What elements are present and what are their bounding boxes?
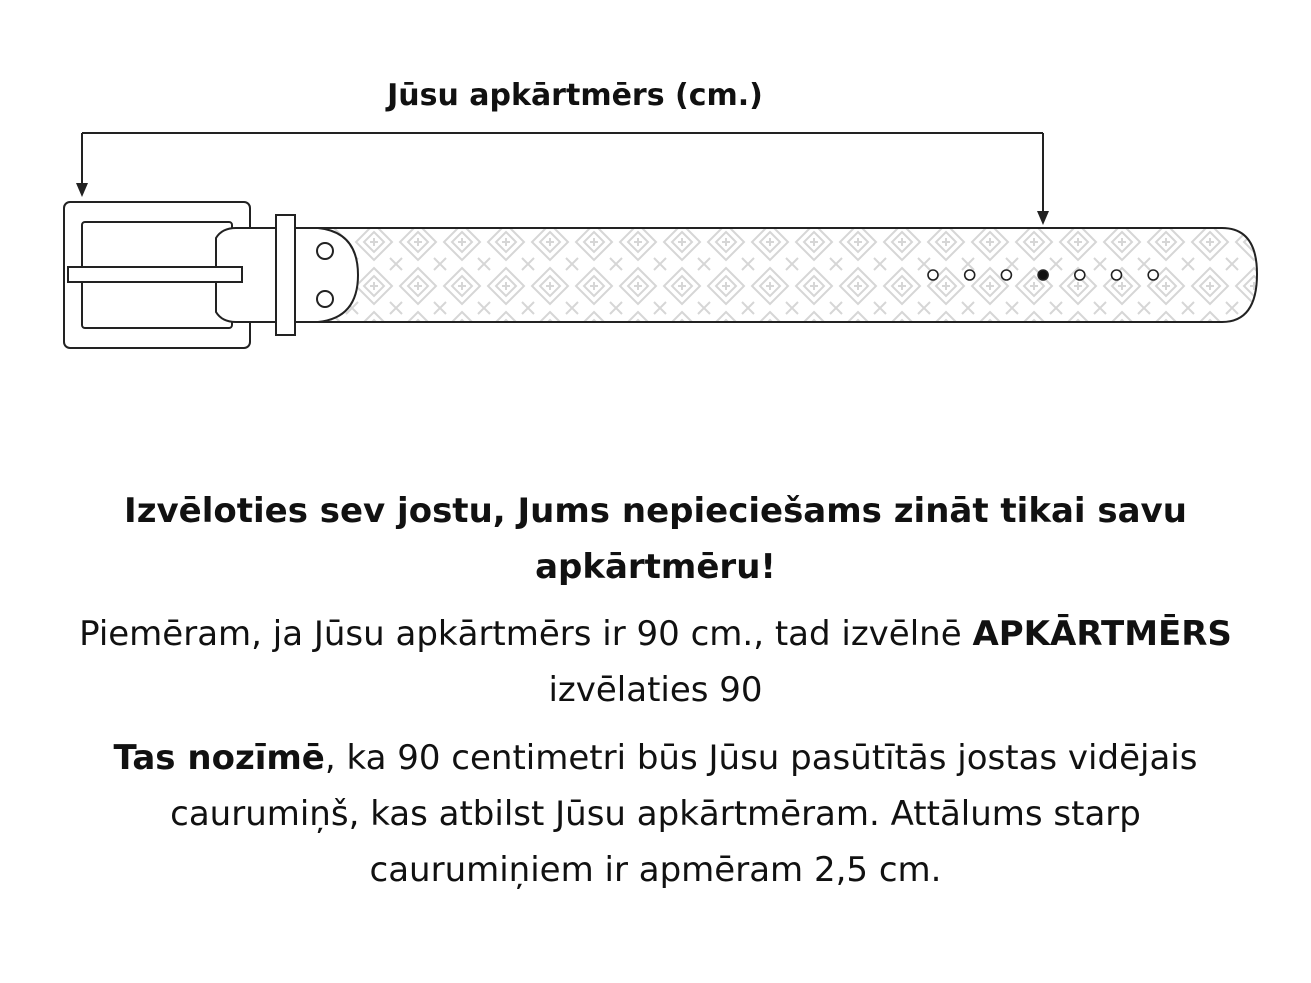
- selected-belt-hole: [1038, 270, 1048, 280]
- example-paragraph: [40, 606, 1271, 718]
- belt-hole: [965, 270, 975, 280]
- belt-hole: [928, 270, 938, 280]
- arrow-down-left-icon: [76, 183, 88, 197]
- headline-line-2: apkārtmēru!: [535, 547, 776, 587]
- belt-hole: [1075, 270, 1085, 280]
- meaning-text: , ka 90 centimetri būs Jūsu pasūtītās jostas vidējais: [324, 738, 1198, 778]
- measurement-label: Jūsu apkārtmērs (cm.): [387, 78, 763, 113]
- example-line-1: [40, 606, 1271, 662]
- belt-hole: [1001, 270, 1011, 280]
- meaning-line-3: caurumiņiem ir apmēram 2,5 cm.: [369, 850, 942, 890]
- belt-keeper-loop: [276, 215, 295, 335]
- meaning-line-1: [40, 730, 1271, 786]
- belt-diagram: [0, 0, 1311, 470]
- stitch-rivet-bottom: [317, 291, 333, 307]
- buckle-prong: [68, 267, 242, 282]
- belt-buckle: [64, 202, 295, 348]
- belt-hole: [1148, 270, 1158, 280]
- example-text: Piemēram, ja Jūsu apkārtmērs ir 90 cm., tad izvēlnē: [79, 614, 973, 654]
- meaning-paragraph: [40, 730, 1271, 898]
- meaning-line-2: caurumiņš, kas atbilst Jūsu apkārtmēram. Attālums starp: [170, 794, 1141, 834]
- belt-hole: [1112, 270, 1122, 280]
- example-line-2: izvēlaties 90: [548, 670, 763, 710]
- arrow-down-right-icon: [1037, 211, 1049, 225]
- headline-line-1: Izvēloties sev jostu, Jums nepieciešams zināt tikai savu: [124, 491, 1187, 531]
- meaning-emphasis: Tas nozīmē: [113, 738, 325, 778]
- example-menu-name: APKĀRTMĒRS: [972, 614, 1232, 654]
- stitch-rivet-top: [317, 243, 333, 259]
- headline: [40, 483, 1271, 595]
